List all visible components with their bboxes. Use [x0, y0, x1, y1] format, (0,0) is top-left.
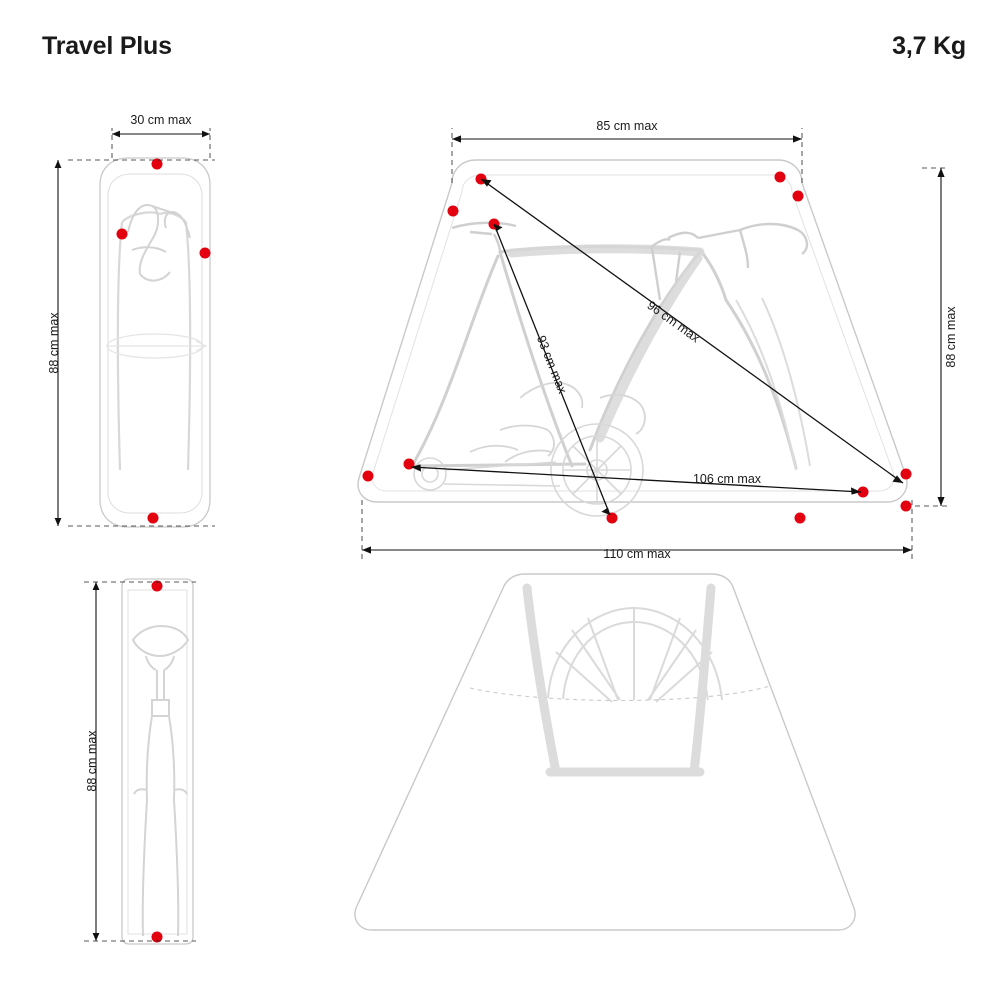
front-view-width-dimension — [112, 113, 210, 137]
marker-point — [448, 206, 459, 217]
marker-point — [901, 501, 912, 512]
side-view-diagonal-short-dimension — [494, 224, 610, 515]
side-view — [358, 119, 958, 561]
side-view-horizontal-label: 106 cm max — [692, 472, 762, 486]
side-view-front-wheel-ghost — [736, 298, 810, 470]
marker-point — [148, 513, 159, 524]
front-view-bike-ghost — [118, 212, 190, 470]
top-view-bike-ghost — [133, 626, 188, 936]
marker-point — [775, 172, 786, 183]
rear-view-legs-ghost — [527, 588, 711, 772]
front-view-extension-lines — [68, 128, 215, 526]
side-view-diagonal-long-dimension — [481, 179, 903, 483]
side-view-bottom-width-dimension — [362, 546, 912, 561]
side-view-height-label: 88 cm max — [944, 306, 958, 368]
marker-point — [901, 469, 912, 480]
top-view — [84, 579, 196, 944]
top-view-height-label: 88 cm max — [85, 730, 99, 792]
front-view-handlebar-ghost — [128, 205, 190, 281]
side-view-horizontal-dimension — [411, 464, 861, 494]
top-view-extension-lines — [84, 582, 196, 941]
front-view-width-label: 30 cm max — [130, 113, 192, 127]
rear-view-bag-outline — [355, 574, 855, 930]
marker-point — [795, 513, 806, 524]
front-view-height-label: 88 cm max — [47, 312, 61, 374]
marker-point — [363, 471, 374, 482]
page-title: Travel Plus — [42, 32, 172, 60]
rear-view — [355, 574, 855, 930]
front-view-wheel-ghost — [107, 334, 206, 358]
marker-point — [793, 191, 804, 202]
rear-view-wheel-ghost — [548, 608, 722, 702]
side-view-diagonal-long-label: 96 cm max — [644, 298, 703, 346]
side-view-bag-outline — [358, 160, 907, 502]
front-view-height-dimension — [47, 160, 61, 526]
side-view-diagonal-short-label: 93 cm max — [533, 333, 570, 396]
front-view — [47, 113, 215, 527]
side-view-height-dimension — [937, 168, 958, 506]
top-view-height-dimension — [85, 582, 99, 941]
marker-point — [200, 248, 211, 259]
side-view-bottom-width-label: 110 cm max — [603, 547, 671, 561]
side-view-saddle-ghost — [452, 223, 516, 252]
marker-point — [117, 229, 128, 240]
side-view-top-width-dimension — [452, 119, 802, 143]
side-view-top-width-label: 85 cm max — [596, 119, 658, 133]
weight-label: 3,7 Kg — [892, 32, 966, 60]
